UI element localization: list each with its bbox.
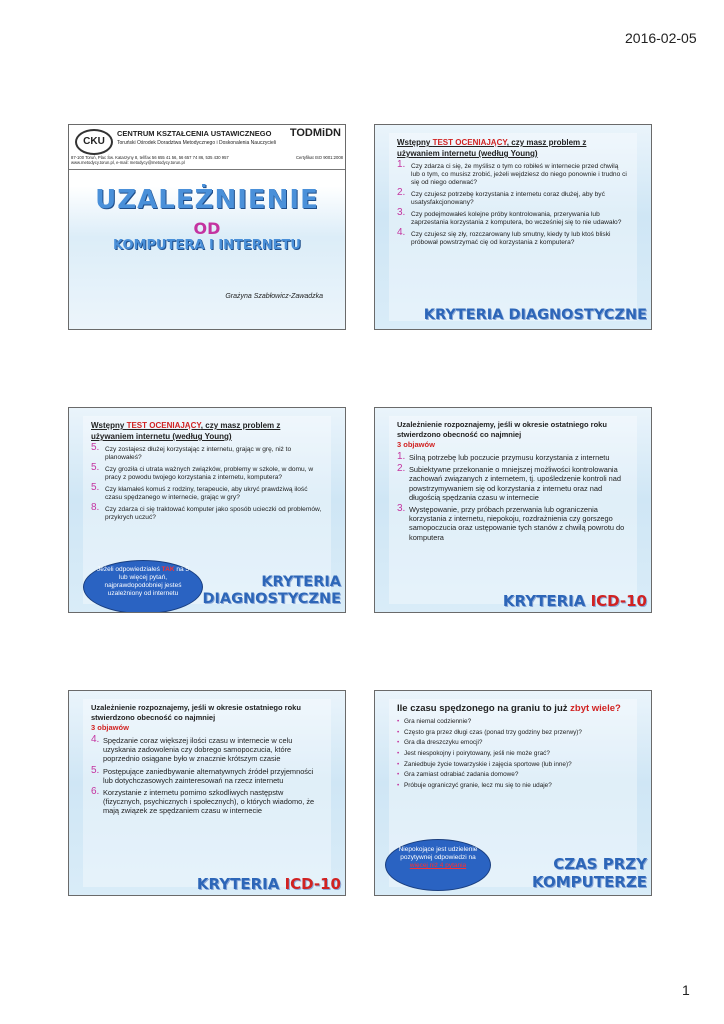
- item-text: Czy kłamałeś komuś z rodziny, terapeucie, aby ukryć prawdziwą ilość czasu spędzanego w internecie, grając w gry?: [105, 486, 308, 501]
- item-text: Czy groziła ci utrata ważnych związków, problemy w szkole, w domu, w pracy z powodu twojego korzystania z internetu, komputera?: [105, 466, 314, 481]
- question-list: [397, 718, 629, 790]
- item-text: Postępujące zaniedbywanie alternatywnych źródeł przyjemności lub dotychczasowych zainteresowań na rzecz internetu: [103, 766, 314, 785]
- bubble-text-post: na 5 lub więcej pytań, najprawdopodobniej jesteś uzależniony od internetu: [104, 566, 190, 597]
- slide-main-title: UZALEŻNIENIE: [95, 185, 319, 215]
- list-item: [397, 505, 629, 542]
- list-item: • Gra niemal codziennie?: [397, 718, 629, 726]
- slide-subtitle: KOMPUTERA I INTERNETU: [113, 238, 301, 253]
- item-text: Występowanie, przy próbach przerwania lub ograniczenia korzystania z internetu, niepokoju, rozdrażnienia czy gorszego samopoczucia oraz ustępowanie tych stanów z chwilą powrotu do komputera: [409, 505, 625, 542]
- label-line-1: KRYTERIA: [261, 574, 341, 590]
- heading-red: 3 objawów: [397, 440, 435, 449]
- item-text: Czy czujesz potrzebę korzystania z internetu coraz dłużej, aby być usatysfakcjonowany?: [411, 191, 605, 206]
- list-item: [91, 442, 323, 462]
- slide-title: [68, 124, 346, 330]
- slide-od: OD: [193, 219, 221, 238]
- list-item: [397, 453, 629, 462]
- item-number: 2.: [397, 463, 406, 475]
- heading-red: TEST OCENIAJĄCY: [126, 421, 201, 430]
- heading-pre: Wstępny: [397, 138, 433, 147]
- label-icd: ICD-10: [284, 875, 341, 893]
- bubble-text-pre: Niepokojące jest udzielenie pozytywnej odpowiedzi na: [398, 846, 478, 861]
- label-line-2: KOMPUTERZE: [532, 873, 647, 891]
- item-text: Silną potrzebę lub poczucie przymusu korzystania z internetu: [409, 453, 610, 462]
- slide-test-2: [68, 407, 346, 613]
- item-number: 2.: [397, 187, 406, 198]
- slide-icd-1: [374, 407, 652, 613]
- heading-text: Uzależnienie rozpoznajemy, jeśli w okresie ostatniego roku stwierdzono obecność co najmniej: [397, 420, 607, 439]
- heading-red: 3 objawów: [91, 723, 129, 732]
- item-text: Spędzanie coraz większej ilości czasu w internecie w celu uzyskania zadowolenia czy dobrego samopoczucia, które poprzednio osiągane było w znacznie krótszym czasie: [103, 736, 293, 764]
- heading-text: Uzależnienie rozpoznajemy, jeśli w okresie ostatniego roku stwierdzono obecność co najmniej: [91, 703, 301, 722]
- list-item: [91, 482, 323, 502]
- item-number: 4.: [91, 734, 100, 745]
- slide-label: KRYTERIA DIAGNOSTYCZNE: [423, 307, 647, 323]
- slide-label: [503, 592, 647, 610]
- slide-test-1: [374, 124, 652, 330]
- list-item: • Zaniedbuje życie towarzyskie i zajęcia sportowe (lub inne)?: [397, 761, 629, 769]
- heading-post: , czy masz problem z używaniem internetu (według Young): [91, 421, 281, 441]
- label-line-2: DIAGNOSTYCZNE: [202, 591, 341, 607]
- list-item: • Gra zamiast odrabiać zadania domowe?: [397, 771, 629, 779]
- question-list: [91, 442, 323, 522]
- item-text: Korzystanie z internetu pomimo szkodliwych następstw (fizycznych, psychicznych i społecznych), o których wiadomo, że mają związek ze spędzaniem czasu w internecie: [103, 788, 315, 816]
- slide-heading: [397, 703, 629, 715]
- symptom-list: [91, 736, 323, 816]
- list-item: • Gra dla dreszczyku emocji?: [397, 739, 629, 747]
- item-number: 4.: [397, 227, 406, 238]
- certificate-text: Certyfikat ISO 9001:2008: [295, 155, 343, 160]
- label-line-1: CZAS PRZY: [553, 855, 647, 873]
- item-number: 3.: [397, 503, 406, 515]
- answer-bubble: [83, 560, 203, 613]
- item-text: Czy zostajesz dłużej korzystając z internetu, grając w grę, niż to planowałeś?: [105, 446, 292, 461]
- list-item: [91, 788, 323, 816]
- list-item: [397, 227, 629, 247]
- slide-label: [197, 875, 341, 893]
- question-list: [397, 159, 629, 247]
- heading-red: TEST OCENIAJĄCY: [432, 138, 507, 147]
- item-number: 5.: [91, 764, 100, 776]
- heading-post: , czy masz problem z używaniem internetu (według Young): [397, 138, 587, 158]
- item-number: 5.: [91, 442, 100, 453]
- slide-icd-2: [68, 690, 346, 896]
- item-number: 5.: [91, 482, 100, 493]
- item-text: Subiektywne przekonanie o mniejszej możliwości kontrolowania zachowań związanych z internetem, tj. upośledzenie kontroli nad powstrzymywaniem się od korzystania z internetu oraz nad długością spędzania czasu w internecie: [409, 465, 621, 502]
- item-number: 3.: [397, 207, 406, 218]
- bubble-text-red: więcej niż 4 pytania: [409, 862, 467, 869]
- label-icd: ICD-10: [590, 592, 647, 610]
- list-item: [397, 207, 629, 227]
- slide-label: [202, 574, 341, 608]
- list-item: [91, 736, 323, 764]
- slide-heading: [397, 420, 629, 450]
- bubble-text-pre: Jeżeli odpowiedziałeś: [96, 566, 162, 573]
- address-line: 87-100 Toruń, Plac Św. Katarzyny 8, tel/fax 56 655 41 56, 56 657 74 86, 535 430 957: [71, 155, 229, 160]
- header-divider: [69, 169, 345, 170]
- item-number: 1.: [397, 451, 406, 462]
- symptom-list: [397, 453, 629, 542]
- label-text: KRYTERIA: [196, 875, 285, 893]
- item-text: Czy czujesz się zły, rozczarowany lub smutny, kiedy ty lub ktoś bliski próbował powstrzymać cię od korzystania z komputera?: [411, 231, 611, 246]
- heading-red: zbyt wiele?: [570, 703, 621, 714]
- slide-heading: [91, 420, 323, 442]
- list-item: [91, 502, 323, 522]
- answer-bubble: [385, 839, 491, 891]
- item-number: 5.: [91, 462, 100, 473]
- list-item: [397, 159, 629, 187]
- list-item: • Jest niespokojny i poirytowany, jeśli nie może grać?: [397, 750, 629, 758]
- slide-gaming-time: [374, 690, 652, 896]
- list-item: • Próbuje ograniczyć granie, lecz mu się to nie udaje?: [397, 782, 629, 790]
- label-text: KRYTERIA: [502, 592, 591, 610]
- center-subtitle: Toruński Ośrodek Doradztwa Metodycznego i Doskonalenia Nauczycieli: [117, 140, 276, 146]
- item-number: 1.: [397, 159, 406, 170]
- list-item: [91, 764, 323, 785]
- slide-label: [532, 855, 647, 891]
- list-item: [397, 187, 629, 207]
- center-address: [71, 155, 251, 165]
- slide-heading: [397, 137, 629, 159]
- item-text: Czy podejmowałeś kolejne próby kontrolowania, przerywania lub zaprzestania korzystania z komputera, bo wcześniej się to nie udawało?: [411, 211, 622, 226]
- list-item: [91, 462, 323, 482]
- cku-logo: CKU: [75, 129, 113, 155]
- list-item: [397, 465, 629, 502]
- item-text: Czy zdarza ci się traktować komputer jako sposób ucieczki od problemów, przykrych uczuć?: [105, 506, 322, 521]
- item-number: 6.: [91, 786, 100, 798]
- item-text: Czy zdarza ci się, że myślisz o tym co robiłeś w internecie przed chwilą lub o tym, co musisz zrobić, jeżeli wejdziesz do niego ponownie i trudno ci się od niego oderwać?: [411, 163, 627, 186]
- bubble-text-red: TAK: [161, 566, 175, 573]
- list-item: • Często gra przez długi czas (ponad trzy godziny bez przerwy)?: [397, 729, 629, 737]
- page-date: 2016-02-05: [625, 30, 697, 46]
- heading-pre: Wstępny: [91, 421, 127, 430]
- page-number: 1: [682, 982, 690, 998]
- center-name: CENTRUM KSZTAŁCENIA USTAWICZNEGO: [117, 129, 272, 138]
- author-name: Grażyna Szabłowicz-Zawadzka: [225, 293, 323, 300]
- item-number: 8.: [91, 502, 100, 513]
- slide-heading: [91, 703, 323, 733]
- todm-logo: TODMiDN: [289, 127, 341, 139]
- web-line: www.metodycy.torun.pl, e-mail: metodycy@metodycy.torun.pl: [71, 160, 185, 165]
- heading-text: Ile czasu spędzonego na graniu to już: [397, 703, 568, 714]
